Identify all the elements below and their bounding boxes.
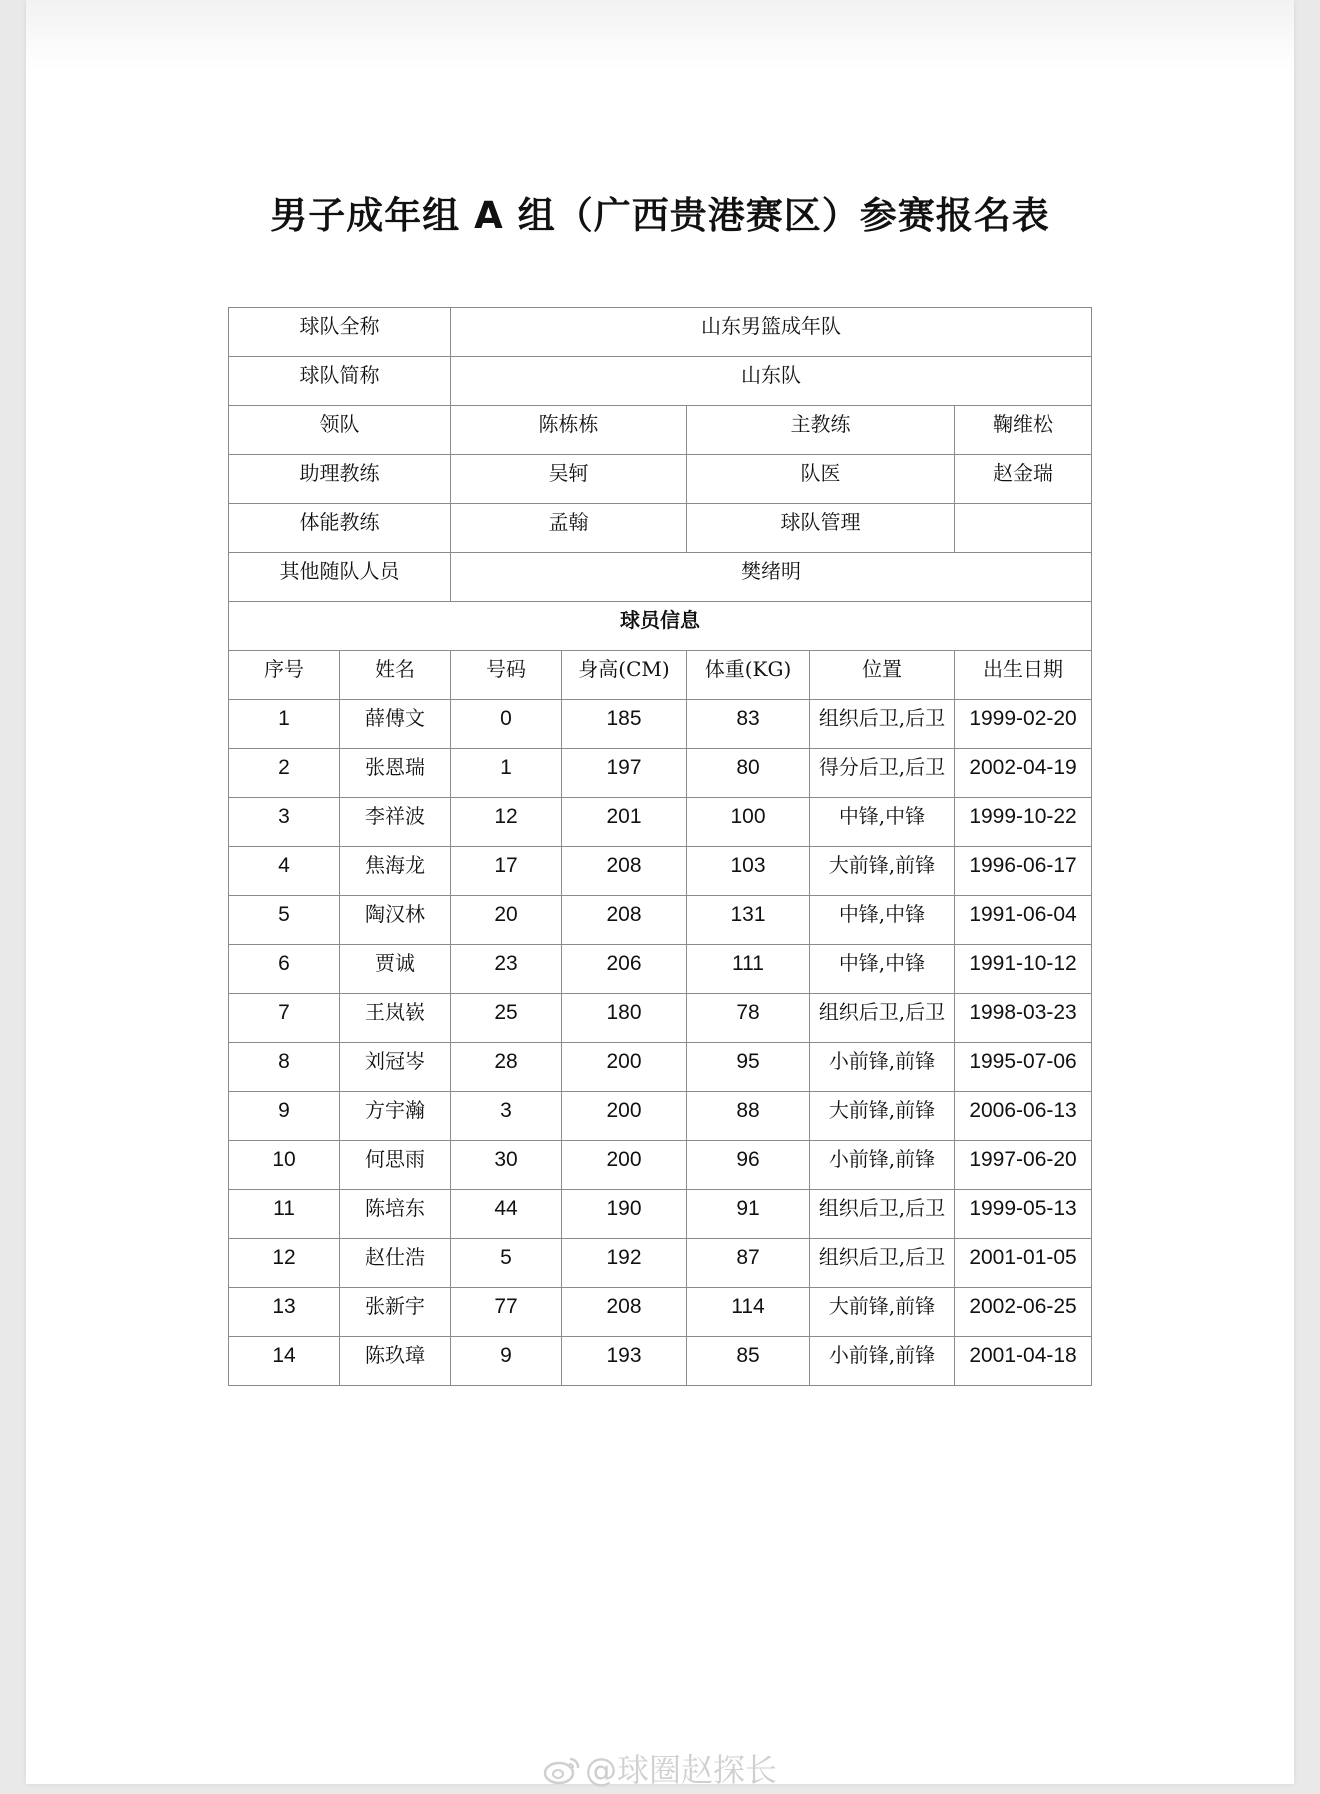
row-assistant-doctor <box>229 455 1092 504</box>
player-name: 陈培东 <box>340 1190 451 1239</box>
position: 小前锋,前锋 <box>810 1141 955 1190</box>
assistant-coach-label: 助理教练 <box>229 455 451 504</box>
player-number-index: 1 <box>229 700 340 749</box>
player-rows <box>229 700 1092 1386</box>
player-name: 赵仕浩 <box>340 1239 451 1288</box>
player-name: 王岚嵚 <box>340 994 451 1043</box>
jersey-number: 3 <box>451 1092 562 1141</box>
birth-date: 2002-04-19 <box>955 749 1092 798</box>
height: 185 <box>562 700 687 749</box>
birth-date: 1999-10-22 <box>955 798 1092 847</box>
player-row <box>229 798 1092 847</box>
birth-date: 2001-04-18 <box>955 1337 1092 1386</box>
jersey-number: 28 <box>451 1043 562 1092</box>
row-others <box>229 553 1092 602</box>
player-row <box>229 1190 1092 1239</box>
weight: 103 <box>687 847 810 896</box>
position: 大前锋,前锋 <box>810 847 955 896</box>
registration-table <box>228 307 1092 1386</box>
player-number-index: 9 <box>229 1092 340 1141</box>
team-full-name-label: 球队全称 <box>229 308 451 357</box>
player-row <box>229 1239 1092 1288</box>
assistant-coach-name: 吴轲 <box>451 455 687 504</box>
jersey-number: 30 <box>451 1141 562 1190</box>
player-name: 薛傅文 <box>340 700 451 749</box>
height: 208 <box>562 1288 687 1337</box>
birth-date: 1995-07-06 <box>955 1043 1092 1092</box>
position: 小前锋,前锋 <box>810 1337 955 1386</box>
height: 206 <box>562 945 687 994</box>
birth-date: 1999-02-20 <box>955 700 1092 749</box>
player-name: 张新宇 <box>340 1288 451 1337</box>
document-page <box>26 0 1294 1789</box>
others-name: 樊绪明 <box>451 553 1092 602</box>
player-number-index: 6 <box>229 945 340 994</box>
player-row <box>229 896 1092 945</box>
height: 200 <box>562 1141 687 1190</box>
player-row <box>229 1092 1092 1141</box>
weight: 111 <box>687 945 810 994</box>
weight: 96 <box>687 1141 810 1190</box>
jersey-number: 5 <box>451 1239 562 1288</box>
row-team-short-name <box>229 357 1092 406</box>
birth-date: 1999-05-13 <box>955 1190 1092 1239</box>
weight: 91 <box>687 1190 810 1239</box>
jersey-number: 20 <box>451 896 562 945</box>
position: 组织后卫,后卫 <box>810 1239 955 1288</box>
column-header: 号码 <box>451 651 562 700</box>
weight: 100 <box>687 798 810 847</box>
player-number-index: 3 <box>229 798 340 847</box>
head-coach-label: 主教练 <box>687 406 955 455</box>
height: 180 <box>562 994 687 1043</box>
player-number-index: 8 <box>229 1043 340 1092</box>
player-number-index: 4 <box>229 847 340 896</box>
player-name: 张恩瑞 <box>340 749 451 798</box>
position: 中锋,中锋 <box>810 945 955 994</box>
height: 192 <box>562 1239 687 1288</box>
column-header: 出生日期 <box>955 651 1092 700</box>
player-number-index: 14 <box>229 1337 340 1386</box>
height: 208 <box>562 896 687 945</box>
player-number-index: 12 <box>229 1239 340 1288</box>
height: 200 <box>562 1092 687 1141</box>
player-row <box>229 1288 1092 1337</box>
player-name: 李祥波 <box>340 798 451 847</box>
players-header-row <box>229 651 1092 700</box>
jersey-number: 17 <box>451 847 562 896</box>
column-header: 身高(CM) <box>562 651 687 700</box>
player-name: 贾诚 <box>340 945 451 994</box>
birth-date: 1998-03-23 <box>955 994 1092 1043</box>
player-row <box>229 994 1092 1043</box>
fitness-coach-label: 体能教练 <box>229 504 451 553</box>
weight: 80 <box>687 749 810 798</box>
weight: 78 <box>687 994 810 1043</box>
height: 208 <box>562 847 687 896</box>
player-number-index: 5 <box>229 896 340 945</box>
row-team-full-name <box>229 308 1092 357</box>
column-header: 位置 <box>810 651 955 700</box>
row-fitness-manager <box>229 504 1092 553</box>
position: 大前锋,前锋 <box>810 1288 955 1337</box>
birth-date: 1991-10-12 <box>955 945 1092 994</box>
position: 得分后卫,后卫 <box>810 749 955 798</box>
height: 200 <box>562 1043 687 1092</box>
players-section-header: 球员信息 <box>229 602 1092 651</box>
doctor-name: 赵金瑞 <box>955 455 1092 504</box>
manager-label: 球队管理 <box>687 504 955 553</box>
weight: 85 <box>687 1337 810 1386</box>
weight: 88 <box>687 1092 810 1141</box>
player-number-index: 13 <box>229 1288 340 1337</box>
watermark <box>26 1745 1294 1791</box>
height: 193 <box>562 1337 687 1386</box>
position: 组织后卫,后卫 <box>810 700 955 749</box>
player-name: 何思雨 <box>340 1141 451 1190</box>
birth-date: 2002-06-25 <box>955 1288 1092 1337</box>
jersey-number: 77 <box>451 1288 562 1337</box>
page-top-shade <box>26 0 1294 70</box>
fitness-coach-name: 孟翰 <box>451 504 687 553</box>
weight: 87 <box>687 1239 810 1288</box>
birth-date: 2006-06-13 <box>955 1092 1092 1141</box>
position: 组织后卫,后卫 <box>810 994 955 1043</box>
doctor-label: 队医 <box>687 455 955 504</box>
jersey-number: 9 <box>451 1337 562 1386</box>
column-header: 体重(KG) <box>687 651 810 700</box>
row-players-section <box>229 602 1092 651</box>
player-name: 方宇瀚 <box>340 1092 451 1141</box>
weight: 131 <box>687 896 810 945</box>
jersey-number: 0 <box>451 700 562 749</box>
manager-name <box>955 504 1092 553</box>
team-short-name-label: 球队简称 <box>229 357 451 406</box>
weibo-icon <box>543 1755 581 1785</box>
column-header: 姓名 <box>340 651 451 700</box>
jersey-number: 12 <box>451 798 562 847</box>
player-name: 陈玖璋 <box>340 1337 451 1386</box>
player-number-index: 10 <box>229 1141 340 1190</box>
leader-name: 陈栋栋 <box>451 406 687 455</box>
watermark-text: @球圈赵探长 <box>584 1751 777 1789</box>
position: 大前锋,前锋 <box>810 1092 955 1141</box>
player-row <box>229 1141 1092 1190</box>
jersey-number: 1 <box>451 749 562 798</box>
column-header: 序号 <box>229 651 340 700</box>
others-label: 其他随队人员 <box>229 553 451 602</box>
birth-date: 1991-06-04 <box>955 896 1092 945</box>
position: 中锋,中锋 <box>810 896 955 945</box>
weight: 114 <box>687 1288 810 1337</box>
player-name: 刘冠岑 <box>340 1043 451 1092</box>
leader-label: 领队 <box>229 406 451 455</box>
player-row <box>229 700 1092 749</box>
jersey-number: 25 <box>451 994 562 1043</box>
birth-date: 2001-01-05 <box>955 1239 1092 1288</box>
team-full-name: 山东男篮成年队 <box>451 308 1092 357</box>
birth-date: 1997-06-20 <box>955 1141 1092 1190</box>
jersey-number: 23 <box>451 945 562 994</box>
player-number-index: 7 <box>229 994 340 1043</box>
player-row <box>229 945 1092 994</box>
height: 190 <box>562 1190 687 1239</box>
weight: 83 <box>687 700 810 749</box>
player-number-index: 2 <box>229 749 340 798</box>
page-title: 男子成年组 A 组（广西贵港赛区）参赛报名表 <box>270 194 1050 237</box>
position: 中锋,中锋 <box>810 798 955 847</box>
jersey-number: 44 <box>451 1190 562 1239</box>
player-row <box>229 1337 1092 1386</box>
team-short-name: 山东队 <box>451 357 1092 406</box>
head-coach-name: 鞠维松 <box>955 406 1092 455</box>
player-row <box>229 847 1092 896</box>
player-name: 陶汉林 <box>340 896 451 945</box>
position: 组织后卫,后卫 <box>810 1190 955 1239</box>
height: 201 <box>562 798 687 847</box>
player-row <box>229 1043 1092 1092</box>
row-leader-coach <box>229 406 1092 455</box>
player-name: 焦海龙 <box>340 847 451 896</box>
weight: 95 <box>687 1043 810 1092</box>
birth-date: 1996-06-17 <box>955 847 1092 896</box>
player-number-index: 11 <box>229 1190 340 1239</box>
player-row <box>229 749 1092 798</box>
height: 197 <box>562 749 687 798</box>
position: 小前锋,前锋 <box>810 1043 955 1092</box>
